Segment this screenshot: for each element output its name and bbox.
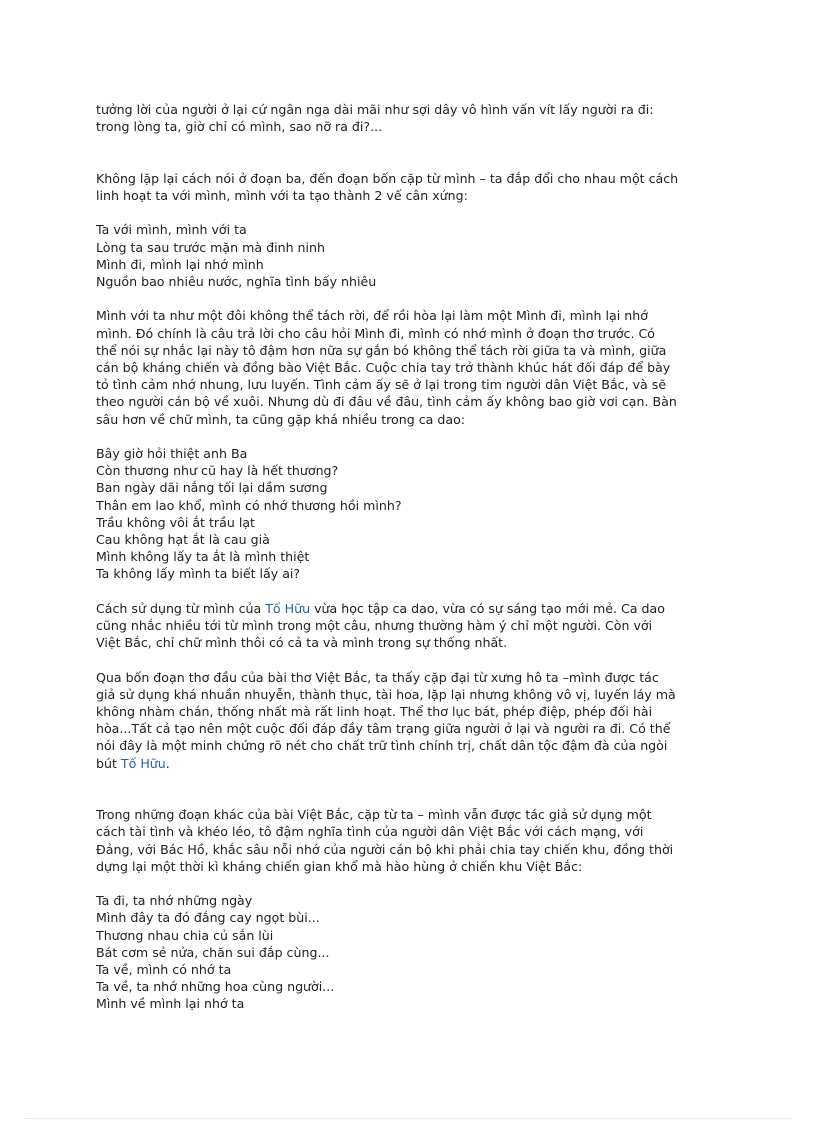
text-line: thể nói sự nhắc lại này tô đậm hơn nữa sự gắn bó không thể tách rời giữa ta và mình, giữa [96,342,667,358]
poem-line: Lòng ta sau trước mặn mà đinh ninh [96,239,325,255]
poem-excerpt-1 [96,221,726,290]
text-line: nói đây là một minh chứng rõ nét cho chất trữ tình chính trị, chất dân tộc đậm đà của ngòi [96,738,668,754]
poem-line: Bát cơm sẻ nửa, chăn sui đắp cùng... [96,944,330,960]
text-run: bút [96,755,121,771]
poem-line: Mình về mình lại nhớ ta [96,996,245,1012]
text-line: sâu hơn về chữ mình, ta cũng gặp khá nhiều trong ca dao: [96,411,466,427]
poem-line: Trầu không vôi ắt trầu lạt [96,514,255,530]
paragraph-other-sections [96,806,726,875]
text-line: Qua bốn đoạn thơ đầu của bài thơ Việt Bắc, ta thấy cặp đại từ xưng hô ta –mình được tác [96,669,659,685]
text-line: không nhàm chán, thống nhất mà rất linh hoạt. Thể thơ lục bát, phép điệp, phép đối hài [96,704,653,720]
text-line: Đảng, với Bác Hồ, khắc sâu nỗi nhớ của người cán bộ khi phải chia tay chiến khu, đồng thời [96,841,674,857]
poem-excerpt-3 [96,892,726,1012]
text-line: cũng nhắc nhiều tới từ mình trong một câu, nhưng thường hàm ý chỉ một người. Còn với [96,618,653,634]
poem-line: Mình đây ta đó đắng cay ngọt bùi... [96,910,320,926]
poem-line: Ta về, ta nhớ những hoa cùng người... [96,979,335,995]
text-line: linh hoạt ta với mình, mình với ta tạo thành 2 vế cân xứng: [96,188,468,203]
poem-line: Ta không lấy mình ta biết lấy ai? [96,566,301,582]
poem-line: Ban ngày dãi nắng tối lại dầm sương [96,480,328,496]
poem-line: Mình không lấy ta ắt là mình thiệt [96,549,310,565]
poem-line: Thương nhau chia củ sắn lùi [96,927,274,943]
paragraph-conclusion [96,669,726,772]
text-line: Trong những đoạn khác của bài Việt Bắc, cặp từ ta – mình vẫn được tác giả sử dụng một [96,807,652,823]
text-line [96,755,726,772]
paragraph-cap-tu-minh-ta [96,170,726,204]
poem-excerpt-ca-dao [96,445,726,583]
text-line: dựng lại một thời kì kháng chiến gian khổ mà hào hùng ở chiến khu Việt Bắc: [96,858,583,874]
poem-line: Ta đi, ta nhớ những ngày [96,893,253,909]
text-run: Cách sử dụng từ mình của [96,600,266,616]
document-body [96,101,726,1013]
poem-line: Cau không hạt ắt là cau già [96,532,270,548]
author-link-to-huu[interactable]: Tố Hữu [120,755,166,771]
poem-line: Ta với mình, mình với ta [96,222,247,238]
text-line: mình. Đó chính là câu trả lời cho câu hỏi Mình đi, mình có nhớ mình ở đoạn thơ trước. Có [96,325,655,341]
poem-line: Thân em lao khổ, mình có nhớ thương hồi mình? [96,497,402,513]
text-line: Mình với ta như một đôi không thể tách rời, để rồi hòa lại làm một Mình đi, mình lại nhớ [96,308,648,324]
text-line: tỏ tình cảm nhớ nhung, lưu luyến. Tình cảm ấy sẽ ở lại trong tim người dân Việt Bắc, và sẽ [96,377,667,393]
paragraph-cach-su-dung [96,600,726,652]
text-line: cách tài tình và khéo léo, tô đậm nghĩa tình của người dân Việt Bắc với cách mạng, với [96,824,644,840]
author-link-to-huu[interactable]: Tố Hữu [265,600,311,616]
text-line: theo người cán bộ về xuôi. Nhưng dù đi đâu về đâu, tình cảm ấy không bao giờ vơi cạn. Bàn [96,394,677,410]
text-line: Việt Bắc, chỉ chữ mình thôi có cả ta và mình trong sự thống nhất. [96,635,508,651]
text-run: . [165,755,170,771]
paragraph-intro-continuation [96,101,726,135]
page-bottom-divider [24,1118,792,1119]
poem-line: Nguồn bao nhiêu nước, nghĩa tình bấy nhiêu [96,274,377,289]
poem-line: Ta về, mình có nhớ ta [96,962,232,978]
poem-line: Còn thương như cũ hay là hết thương? [96,463,339,479]
text-line: hòa...Tất cả tạo nên một cuộc đối đáp đầy tâm trạng giữa người ở lại và người ra đi. Có thể [96,721,671,737]
text-line: trong lòng ta, giờ chỉ có mình, sao nỡ ra đi?... [96,119,383,135]
text-line: giả sử dụng khá nhuần nhuyễn, thành thục, tài hoa, lặp lại nhưng không vô vị, luyến láy mà [96,686,676,702]
poem-line: Bây giờ hỏi thiệt anh Ba [96,446,248,461]
text-line: tưởng lời của người ở lại cứ ngân nga dài mãi như sợi dây vô hình vấn vít lấy người ra đi: [96,102,654,117]
text-run: vừa học tập ca dao, vừa có sự sáng tạo mới mẻ. Ca dao [310,600,665,616]
text-line: Không lặp lại cách nói ở đoạn ba, đến đoạn bốn cặp từ mình – ta đắp đổi cho nhau một cách [96,170,679,186]
text-line: cán bộ kháng chiến và đồng bào Việt Bắc. Cuộc chia tay trở thành khúc hát đối đáp để bày [96,360,671,375]
text-line [96,600,726,617]
paragraph-analysis [96,307,726,427]
poem-line: Mình đi, mình lại nhớ mình [96,256,264,272]
